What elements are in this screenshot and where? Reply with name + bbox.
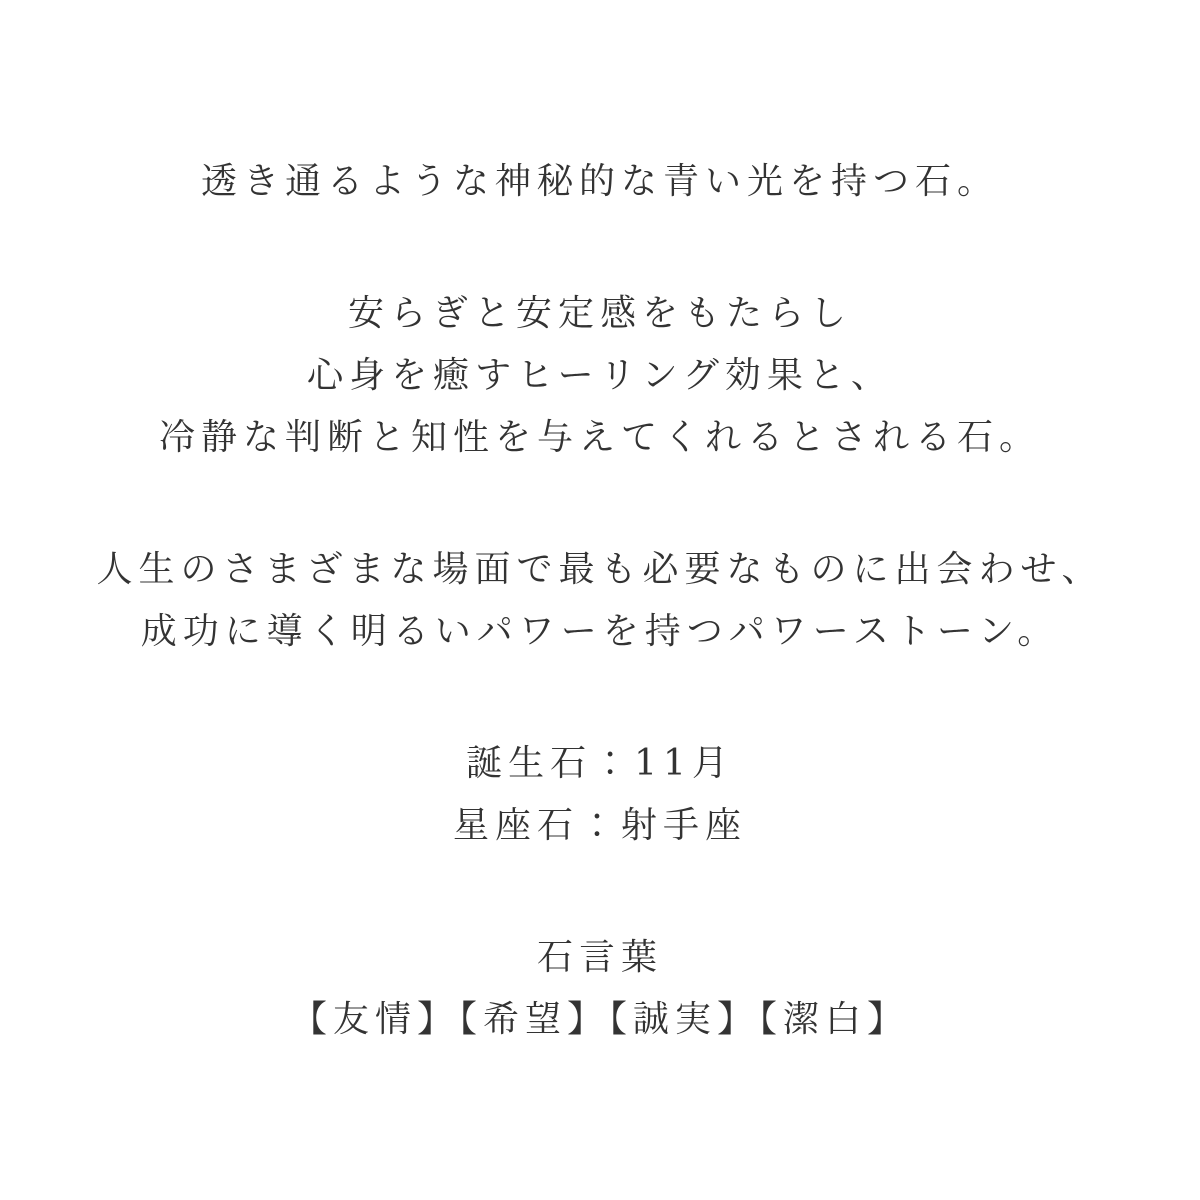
text-line-intro: 透き通るような神秘的な青い光を持つ石。	[200, 161, 999, 202]
zodiac-stone-line: 星座石：射手座	[452, 805, 747, 846]
paragraph-birthstone-info	[0, 733, 1200, 857]
stone-words-heading: 石言葉	[536, 937, 663, 978]
text-line-power-2: 成功に導く明るいパワーを持つパワーストーン。	[140, 611, 1060, 652]
text-line-healing-2: 心身を癒すヒーリング効果と、	[307, 355, 893, 396]
stone-words-keywords: 【友情】【希望】【誠実】【潔白】	[290, 999, 909, 1040]
paragraph-power-stone	[0, 539, 1200, 663]
paragraph-stone-words	[0, 927, 1200, 1051]
text-line-healing-3: 冷静な判断と知性を与えてくれるとされる石。	[158, 417, 1041, 458]
text-line-power-1: 人生のさまざまな場面で最も必要なものに出会わせ、	[96, 549, 1104, 590]
paragraph-intro	[0, 151, 1200, 213]
paragraph-healing-effect	[0, 283, 1200, 469]
birthstone-line: 誕生石：11月	[466, 743, 734, 784]
text-line-healing-1: 安らぎと安定感をもたらし	[347, 293, 852, 334]
